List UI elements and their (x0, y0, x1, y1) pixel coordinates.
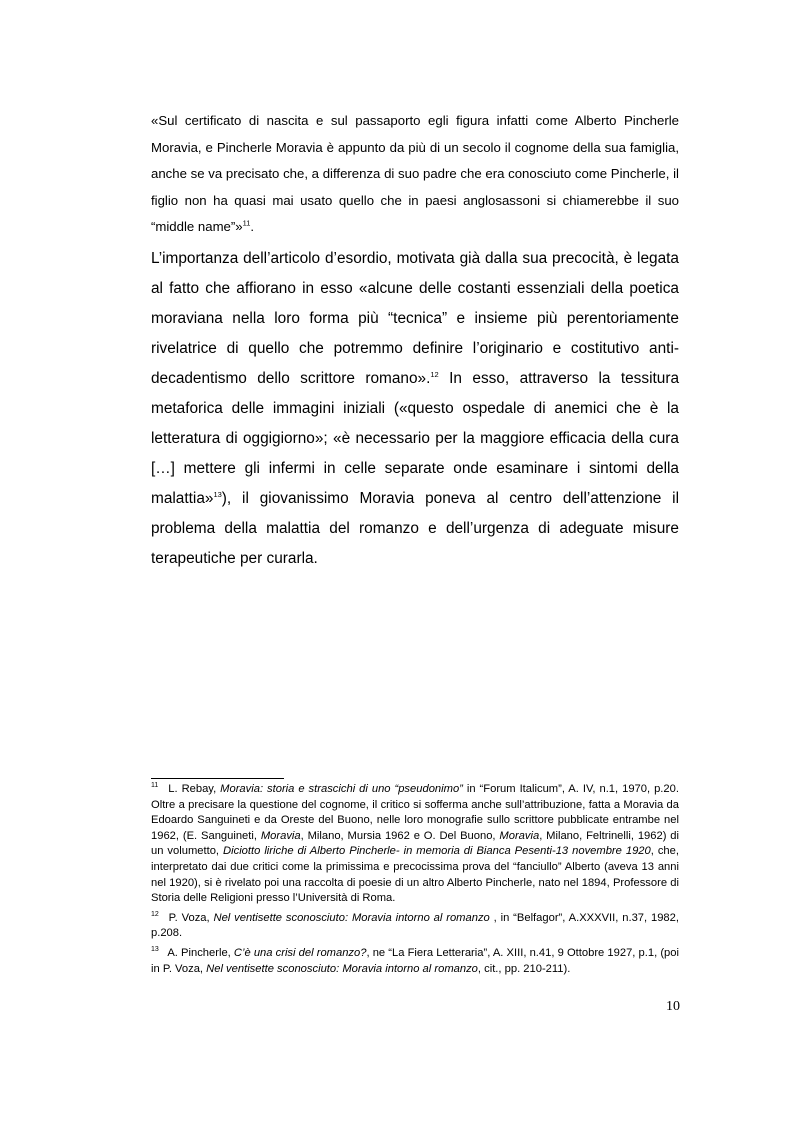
footnote-number: 13 (151, 946, 159, 954)
footnote-title: Moravia (260, 829, 301, 842)
footnote-11 (151, 782, 679, 907)
quote-end: . (250, 219, 255, 234)
footnote-12 (151, 911, 679, 942)
footnote-number: 12 (151, 911, 159, 919)
body-text-part-3: ), il giovanissimo Moravia poneva al centro dell’attenzione il problema della malattia del romanzo e dell’urgenza di adeguate misure terapeutiche per curarla. (151, 490, 679, 567)
quote-text: «Sul certificato di nascita e sul passaporto egli figura infatti come Alberto Pincherle Moravia, e Pincherle Moravia è appunto da più di un secolo il cognome della sua famiglia, anche se va precisato che, a differenza di suo padre che era conosciuto come Pincherle, il figlio non ha quasi mai usato quello che in paesi anglosassoni si chiamerebbe il suo “middle name”» (151, 113, 679, 234)
footnote-title: Moravia (499, 829, 540, 842)
footnote-text: , Milano, Mursia 1962 e O. Del Buono, (300, 829, 500, 842)
body-paragraph (151, 244, 679, 574)
footnote-title: Moravia: storia e strascichi di uno “pseudonimo” (220, 783, 463, 795)
footnote-ref-11[interactable]: 11 (242, 218, 251, 228)
footnote-text: L. Rebay, (164, 783, 221, 795)
footnote-separator (151, 778, 284, 779)
footnote-ref-13[interactable]: 13 (213, 489, 222, 499)
quoted-passage (151, 108, 679, 241)
footnote-title: Nel ventisette sconosciuto: Moravia intorno al romanzo (206, 962, 478, 975)
footnote-ref-12[interactable]: 12 (430, 369, 439, 379)
footnote-title: Nel ventisette sconosciuto: Moravia intorno al romanzo (213, 911, 490, 924)
footnote-text: A. Pincherle, (164, 946, 234, 959)
footnote-title: Diciotto liriche di Alberto Pincherle- in memoria di Bianca Pesenti-13 novembre 1920 (223, 845, 651, 858)
footnote-text: , ne “La Fiera Letteraria”, A. XIII, n.41, 9 Ottobre 1927, p.1, (poi in P. Voza, (151, 946, 679, 975)
footnote-13 (151, 946, 679, 977)
footnote-number: 11 (151, 782, 159, 790)
page-number: 10 (666, 999, 680, 1014)
footnote-text: , cit., pp. 210-211). (477, 962, 571, 975)
footnote-text: in “Forum Italicum”, A. IV, n.1, 1970, p.20. Oltre a precisare la questione del cognome, il critico si sofferma anche sull’attribuzione, fatta a Moravia da Edoardo Sanguineti e da Oreste del Buono, nelle loro monografie sullo scrittore pubblicate entrambe nel 1962, (E. Sanguineti, (151, 783, 679, 842)
footnote-text: , Milano, Feltrinelli, 1962) di un volumetto, (151, 829, 679, 858)
body-text-part-1: L’importanza dell’articolo d’esordio, motivata già dalla sua precocità, è legata al fatto che affiorano in esso «alcune delle costanti essenziali della poetica moraviana nella loro forma più “tecnica” e insieme più perentoriamente rivelatrice di quello che potremmo definire l’originario e costitutivo anti-decadentismo dello scrittore romano». (151, 250, 679, 387)
footnotes (151, 782, 679, 981)
footnote-text: P. Voza, (164, 911, 214, 924)
footnote-text: , che, interpretato dai due critici come la primissima e precocissima prova del “fanciullo” Alberto (aveva 13 anni nel 1920), si è rivelato poi una raccolta di poesie di un altro Alberto Pincherle, nato nel 1894, Professore di Storia delle Religioni presso l’Università di Roma. (151, 845, 679, 905)
body-text-part-2: In esso, attraverso la tessitura metaforica delle immagini iniziali («questo ospedale di anemici che è la letteratura di oggigiorno»; «è necessario per la maggiore efficacia della cura […] mettere gli infermi in celle separate onde esaminare i sintomi della malattia» (151, 370, 680, 507)
footnote-text: , in “Belfagor”, A.XXXVII, n.37, 1982, p.208. (151, 911, 679, 940)
footnote-title: C’è una crisi del romanzo? (233, 946, 367, 959)
